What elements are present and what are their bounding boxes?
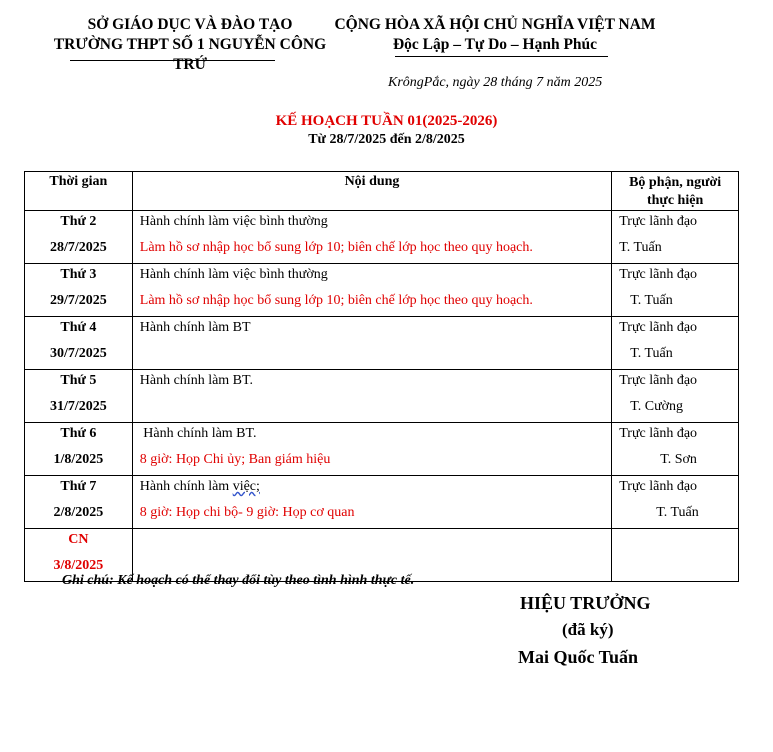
table-row	[25, 264, 739, 317]
dept-role: Trực lãnh đạo	[619, 373, 698, 388]
dept-person: T. Tuấn	[630, 293, 673, 308]
time-cell	[25, 264, 133, 317]
dept-person: T. Sơn	[660, 452, 697, 467]
day-label: Thứ 7	[60, 479, 97, 494]
dept-role: Trực lãnh đạo	[619, 214, 698, 229]
date-line: KrôngPắc, ngày 28 tháng 7 năm 2025	[388, 75, 603, 90]
dept-cell	[612, 211, 739, 264]
signature-title: HIỆU TRƯỞNG	[520, 593, 651, 613]
signature-name: Mai Quốc Tuấn	[518, 647, 639, 667]
org-line-1: SỞ GIÁO DỤC VÀ ĐÀO TẠO	[87, 16, 293, 33]
content-cell	[132, 317, 611, 370]
date-label: 28/7/2025	[49, 240, 107, 255]
time-cell	[25, 211, 133, 264]
content-line: Hành chính làm BT	[139, 320, 251, 335]
weekly-plan-table	[24, 171, 739, 582]
date-label: 1/8/2025	[53, 452, 104, 467]
org-header	[50, 15, 330, 75]
content-line-highlight: 8 giờ: Họp chi bộ- 9 giờ: Họp cơ quan	[139, 505, 355, 520]
content-cell	[132, 370, 611, 423]
day-label: Thứ 3	[60, 267, 97, 282]
dept-cell	[612, 476, 739, 529]
table-row	[25, 317, 739, 370]
header-time: Thời gian	[25, 172, 133, 211]
date-label: 31/7/2025	[49, 399, 107, 414]
plan-note: Ghi chú: Kế hoạch có thể thay đổi tùy theo tình hình thực tế.	[62, 573, 415, 588]
dept-person: T. Tuấn	[630, 346, 673, 361]
time-cell	[25, 423, 133, 476]
dept-role: Trực lãnh đạo	[619, 320, 698, 335]
plan-subtitle: Từ 28/7/2025 đến 2/8/2025	[308, 132, 465, 147]
table-header-row	[25, 172, 739, 211]
dept-person: T. Tuấn	[619, 240, 662, 255]
date-label: 30/7/2025	[49, 346, 107, 361]
date-label: 3/8/2025	[53, 558, 104, 573]
content-cell	[132, 211, 611, 264]
dept-person	[612, 555, 738, 581]
dept-role	[612, 529, 738, 555]
dept-person: T. Cường	[630, 399, 684, 414]
dept-cell	[612, 423, 739, 476]
dept-cell	[612, 264, 739, 317]
content-line-highlight	[133, 343, 611, 369]
content-cell	[132, 423, 611, 476]
dept-cell	[612, 370, 739, 423]
time-cell	[25, 317, 133, 370]
org-underline	[70, 60, 275, 61]
org-line-2: TRƯỜNG THPT SỐ 1 NGUYỄN CÔNG TRỨ	[53, 36, 327, 73]
time-cell	[25, 370, 133, 423]
content-line: Hành chính làm việc;	[139, 479, 260, 494]
dept-person: T. Tuấn	[656, 505, 699, 520]
table-row	[25, 476, 739, 529]
day-label: Thứ 2	[60, 214, 97, 229]
day-label: Thứ 5	[60, 373, 97, 388]
table-row	[25, 423, 739, 476]
day-label: Thứ 6	[60, 426, 97, 441]
content-line: Hành chính làm việc bình thường	[139, 214, 328, 229]
dept-role: Trực lãnh đạo	[619, 426, 698, 441]
table-row	[25, 370, 739, 423]
country-line-1: CỘNG HÒA XÃ HỘI CHỦ NGHĨA VIỆT NAM	[334, 16, 656, 33]
day-label: CN	[68, 532, 89, 547]
country-underline	[395, 56, 608, 57]
date-label: 29/7/2025	[49, 293, 107, 308]
content-line-highlight: Làm hồ sơ nhập học bổ sung lớp 10; biên chế lớp học theo quy hoạch.	[139, 240, 533, 255]
dept-role: Trực lãnh đạo	[619, 267, 698, 282]
time-cell	[25, 476, 133, 529]
header-dept: Bộ phận, người thực hiện	[612, 172, 739, 211]
country-header	[330, 15, 660, 55]
table-row	[25, 211, 739, 264]
content-line	[133, 529, 611, 555]
content-line-highlight: Làm hồ sơ nhập học bổ sung lớp 10; biên chế lớp học theo quy hoạch.	[139, 293, 533, 308]
header-content: Nội dung	[132, 172, 611, 211]
dept-cell	[612, 529, 739, 582]
signature-status: (đã ký)	[562, 620, 614, 639]
content-line-highlight	[133, 396, 611, 422]
content-line: Hành chính làm việc bình thường	[139, 267, 328, 282]
country-line-2: Độc Lập – Tự Do – Hạnh Phúc	[392, 36, 598, 53]
spellcheck-word: việc;	[232, 479, 260, 494]
content-line: Hành chính làm BT.	[139, 373, 254, 388]
date-label: 2/8/2025	[53, 505, 104, 520]
content-cell	[132, 264, 611, 317]
content-line: Hành chính làm BT.	[139, 426, 257, 441]
day-label: Thứ 4	[60, 320, 97, 335]
content-line-highlight: 8 giờ: Họp Chi ủy; Ban giám hiệu	[139, 452, 331, 467]
dept-role: Trực lãnh đạo	[619, 479, 698, 494]
dept-cell	[612, 317, 739, 370]
content-cell	[132, 476, 611, 529]
plan-title: KẾ HOẠCH TUẦN 01(2025-2026)	[275, 113, 498, 129]
